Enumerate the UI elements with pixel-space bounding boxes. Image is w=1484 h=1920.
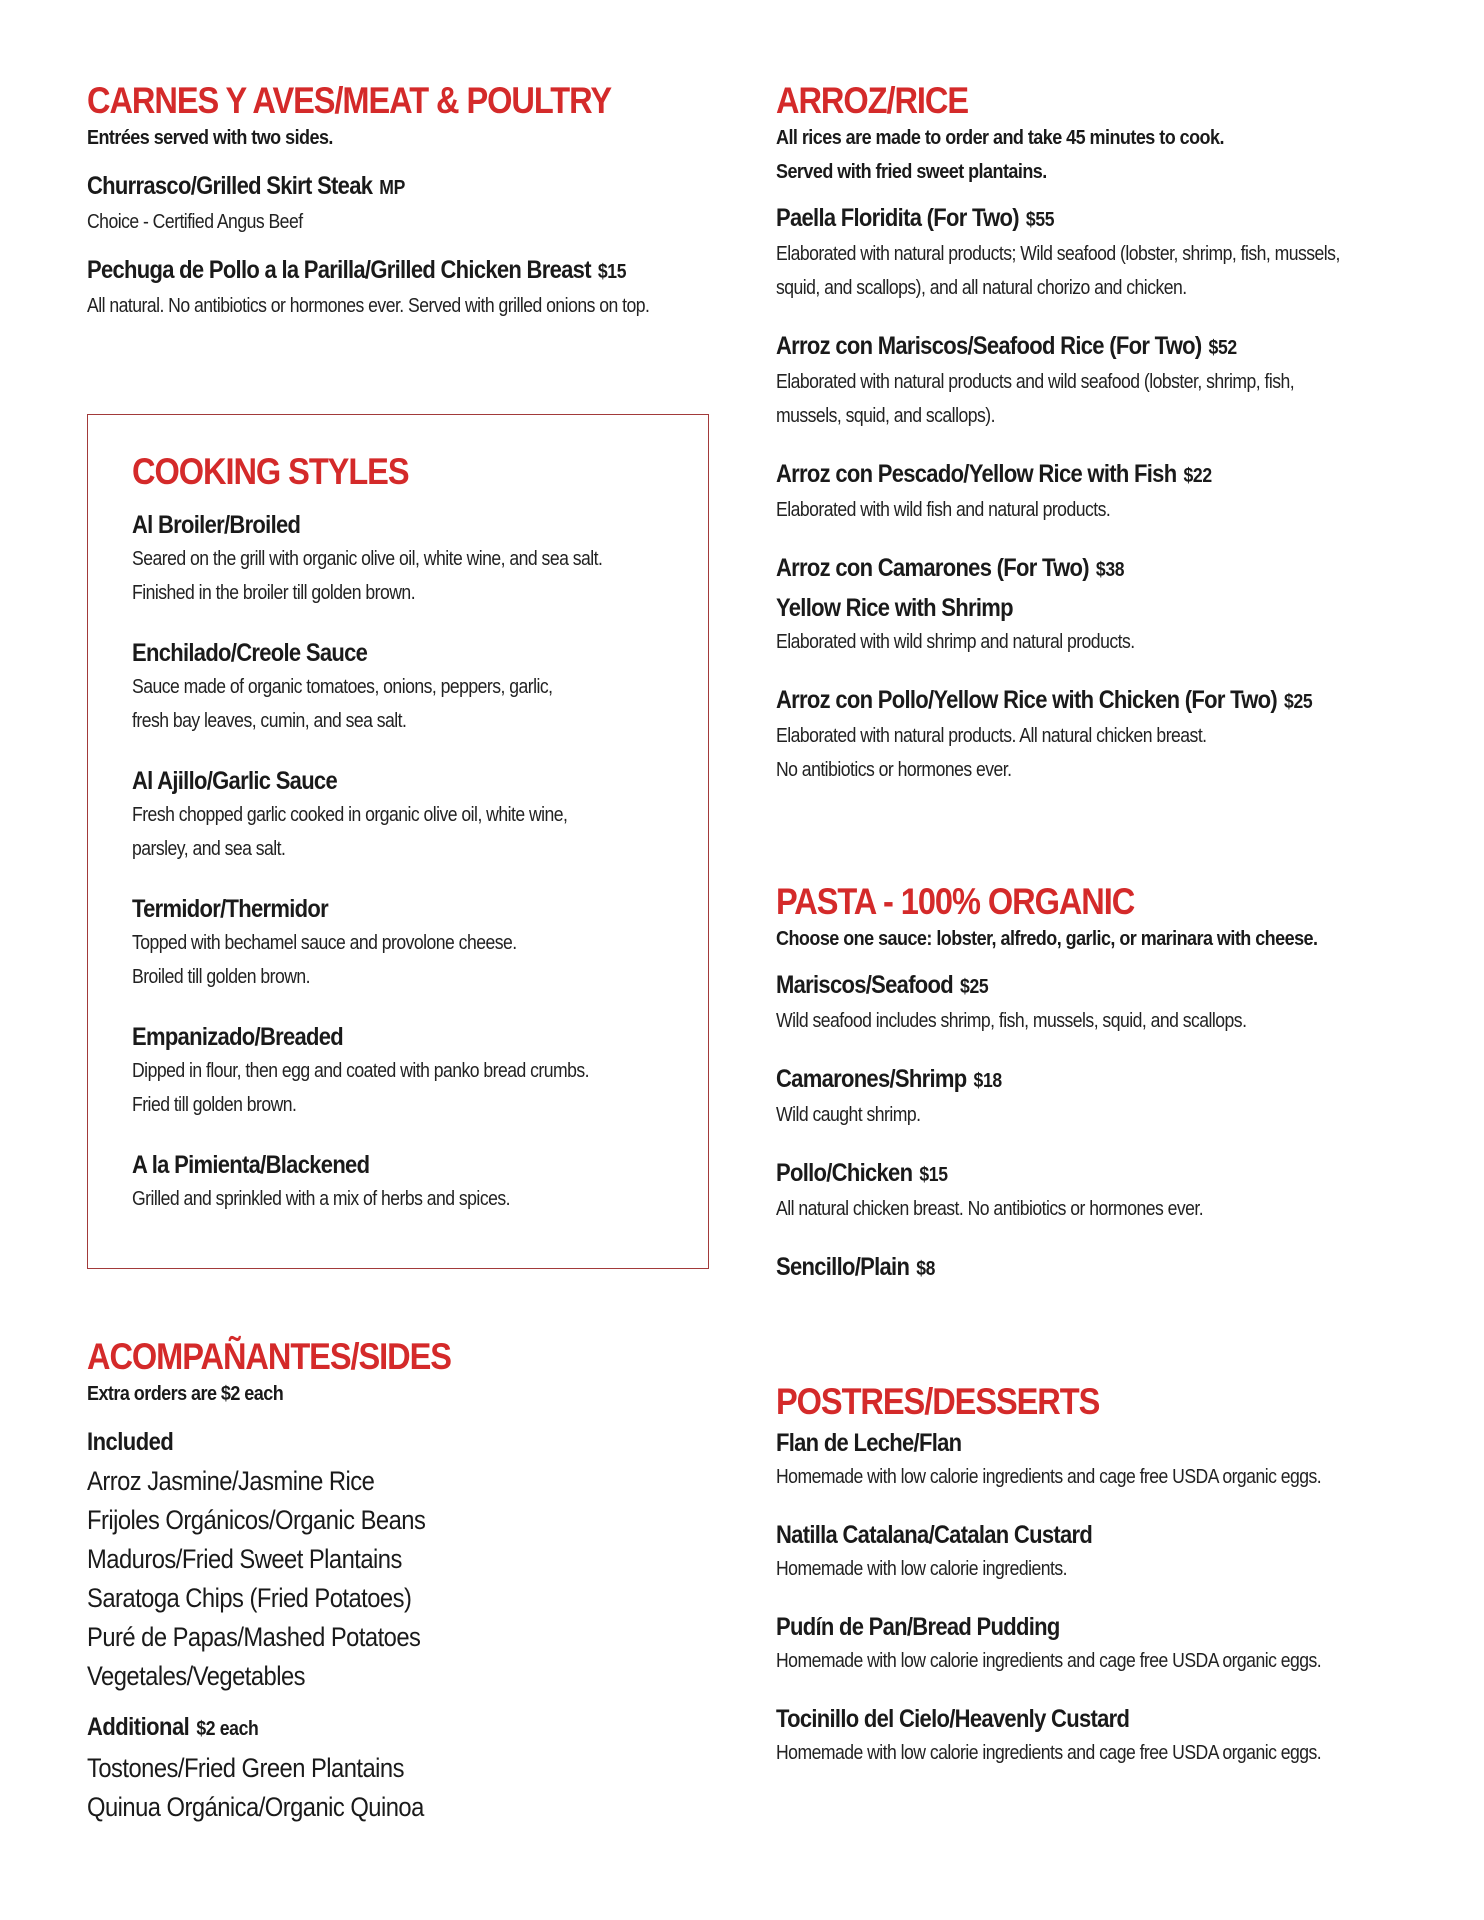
rice-subtitle: Served with fried sweet plantains.	[776, 160, 1047, 183]
item-name: Pollo/Chicken	[776, 1158, 913, 1187]
item-name: Camarones/Shrimp	[776, 1064, 967, 1093]
style-desc: Sauce made of organic tomatoes, onions, peppers, garlic,	[132, 675, 553, 698]
meat-subtitle: Entrées served with two sides.	[87, 126, 333, 149]
style-desc: Topped with bechamel sauce and provolone cheese.	[132, 931, 517, 954]
menu-item	[776, 1250, 1416, 1286]
style-desc: Dipped in flour, then egg and coated with panko bread crumbs.	[132, 1059, 590, 1082]
item-desc: Homemade with low calorie ingredients.	[776, 1557, 1068, 1580]
pasta-section	[776, 883, 1416, 1286]
sides-included	[87, 1423, 717, 1696]
style-name: A la Pimienta/Blackened	[132, 1150, 370, 1179]
side-item: Tostones/Fried Green Plantains	[87, 1752, 404, 1783]
item-desc: Homemade with low calorie ingredients and cage free USDA organic eggs.	[776, 1649, 1322, 1672]
item-name: Churrasco/Grilled Skirt Steak	[87, 171, 373, 200]
item-desc: Elaborated with natural products and wild seafood (lobster, shrimp, fish,	[776, 370, 1295, 393]
menu-item	[776, 457, 1416, 527]
item-name-secondary: Yellow Rice with Shrimp	[776, 593, 1013, 622]
menu-item	[776, 1518, 1416, 1586]
style-desc: Seared on the grill with organic olive oil, white wine, and sea salt.	[132, 547, 603, 570]
side-item: Puré de Papas/Mashed Potatoes	[87, 1621, 421, 1652]
item-name: Pudín de Pan/Bread Pudding	[776, 1612, 1060, 1641]
item-name: Natilla Catalana/Catalan Custard	[776, 1520, 1093, 1549]
side-item: Frijoles Orgánicos/Organic Beans	[87, 1504, 426, 1535]
item-desc: Elaborated with wild fish and natural products.	[776, 498, 1111, 521]
style-desc: Grilled and sprinkled with a mix of herbs and spices.	[132, 1187, 510, 1210]
menu-item	[776, 201, 1416, 305]
item-desc: squid, and scallops), and all natural chorizo and chicken.	[776, 276, 1187, 299]
desserts-section	[776, 1383, 1416, 1770]
included-label: Included	[87, 1427, 174, 1456]
menu-item	[776, 683, 1416, 787]
cooking-style	[132, 508, 664, 610]
item-price: $22	[1183, 464, 1212, 487]
cooking-styles-box	[87, 414, 709, 1269]
style-desc: fresh bay leaves, cumin, and sea salt.	[132, 709, 407, 732]
side-item: Maduros/Fried Sweet Plantains	[87, 1543, 402, 1574]
menu-item	[776, 1610, 1416, 1678]
item-name: Arroz con Mariscos/Seafood Rice (For Two)	[776, 331, 1202, 360]
item-desc: No antibiotics or hormones ever.	[776, 758, 1012, 781]
item-price: MP	[379, 176, 405, 199]
cooking-style	[132, 892, 664, 994]
item-desc: Elaborated with natural products; Wild seafood (lobster, shrimp, fish, mussels,	[776, 242, 1340, 265]
item-desc: Homemade with low calorie ingredients and cage free USDA organic eggs.	[776, 1465, 1322, 1488]
item-price: $15	[597, 260, 627, 283]
additional-label: Additional	[87, 1712, 190, 1741]
item-desc: Wild seafood includes shrimp, fish, mussels, squid, and scallops.	[776, 1009, 1247, 1032]
cooking-style	[132, 636, 664, 738]
item-price: $25	[1284, 690, 1313, 713]
item-price: $18	[973, 1069, 1002, 1092]
item-name: Arroz con Pollo/Yellow Rice with Chicken (For Two)	[776, 685, 1278, 714]
rice-section	[776, 82, 1416, 787]
style-name: Al Ajillo/Garlic Sauce	[132, 766, 337, 795]
item-price: $25	[960, 975, 989, 998]
cooking-style	[132, 1020, 664, 1122]
side-item: Arroz Jasmine/Jasmine Rice	[87, 1465, 375, 1496]
style-desc: Broiled till golden brown.	[132, 965, 311, 988]
sides-section	[87, 1338, 717, 1827]
menu-item	[776, 1156, 1416, 1226]
item-desc: Elaborated with wild shrimp and natural products.	[776, 630, 1135, 653]
style-name: Empanizado/Breaded	[132, 1022, 344, 1051]
item-price: $8	[916, 1257, 936, 1280]
item-price: $55	[1025, 208, 1055, 231]
menu-item	[87, 253, 717, 323]
style-name: Al Broiler/Broiled	[132, 510, 301, 539]
item-name: Arroz con Pescado/Yellow Rice with Fish	[776, 459, 1177, 488]
style-desc: Fried till golden brown.	[132, 1093, 297, 1116]
item-name: Pechuga de Pollo a la Parilla/Grilled Chicken Breast	[87, 255, 591, 284]
sides-title: ACOMPAÑANTES/SIDES	[87, 1336, 451, 1377]
item-desc: Choice - Certified Angus Beef	[87, 210, 303, 233]
item-desc: mussels, squid, and scallops).	[776, 404, 995, 427]
cooking-title: COOKING STYLES	[132, 451, 409, 492]
menu-item	[776, 1702, 1416, 1770]
side-item: Vegetales/Vegetables	[87, 1660, 305, 1691]
item-price: $52	[1208, 336, 1237, 359]
item-price: $38	[1095, 558, 1125, 581]
item-name: Sencillo/Plain	[776, 1252, 910, 1281]
sides-subtitle: Extra orders are $2 each	[87, 1382, 284, 1405]
pasta-title: PASTA - 100% ORGANIC	[776, 881, 1135, 922]
item-name: Arroz con Camarones (For Two)	[776, 553, 1089, 582]
desserts-title: POSTRES/DESSERTS	[776, 1381, 1100, 1422]
cooking-style	[132, 1148, 664, 1216]
side-item: Saratoga Chips (Fried Potatoes)	[87, 1582, 412, 1613]
item-name: Mariscos/Seafood	[776, 970, 954, 999]
rice-title: ARROZ/RICE	[776, 80, 969, 121]
menu-item	[776, 551, 1416, 659]
item-desc: Elaborated with natural products. All natural chicken breast.	[776, 724, 1207, 747]
item-desc: Wild caught shrimp.	[776, 1103, 921, 1126]
style-desc: parsley, and sea salt.	[132, 837, 286, 860]
item-desc: Homemade with low calorie ingredients and cage free USDA organic eggs.	[776, 1741, 1322, 1764]
menu-item	[776, 1062, 1416, 1132]
item-name: Flan de Leche/Flan	[776, 1428, 962, 1457]
style-name: Termidor/Thermidor	[132, 894, 328, 923]
item-name: Paella Floridita (For Two)	[776, 203, 1019, 232]
meat-section	[87, 82, 717, 323]
additional-price: $2 each	[196, 1717, 259, 1740]
menu-item	[776, 1426, 1416, 1494]
side-item: Quinua Orgánica/Organic Quinoa	[87, 1791, 424, 1822]
item-price: $15	[919, 1163, 948, 1186]
item-desc: All natural chicken breast. No antibiotics or hormones ever.	[776, 1197, 1204, 1220]
style-desc: Fresh chopped garlic cooked in organic olive oil, white wine,	[132, 803, 568, 826]
pasta-subtitle: Choose one sauce: lobster, alfredo, garlic, or marinara with cheese.	[776, 927, 1318, 950]
menu-item	[776, 968, 1416, 1038]
item-desc: All natural. No antibiotics or hormones ever. Served with grilled onions on top.	[87, 294, 650, 317]
rice-subtitle: All rices are made to order and take 45 minutes to cook.	[776, 126, 1224, 149]
meat-title: CARNES Y AVES/MEAT & POULTRY	[87, 80, 612, 121]
item-name: Tocinillo del Cielo/Heavenly Custard	[776, 1704, 1130, 1733]
style-name: Enchilado/Creole Sauce	[132, 638, 368, 667]
sides-additional	[87, 1708, 717, 1827]
menu-item	[87, 169, 717, 239]
style-desc: Finished in the broiler till golden brown.	[132, 581, 416, 604]
menu-item	[776, 329, 1416, 433]
cooking-style	[132, 764, 664, 866]
